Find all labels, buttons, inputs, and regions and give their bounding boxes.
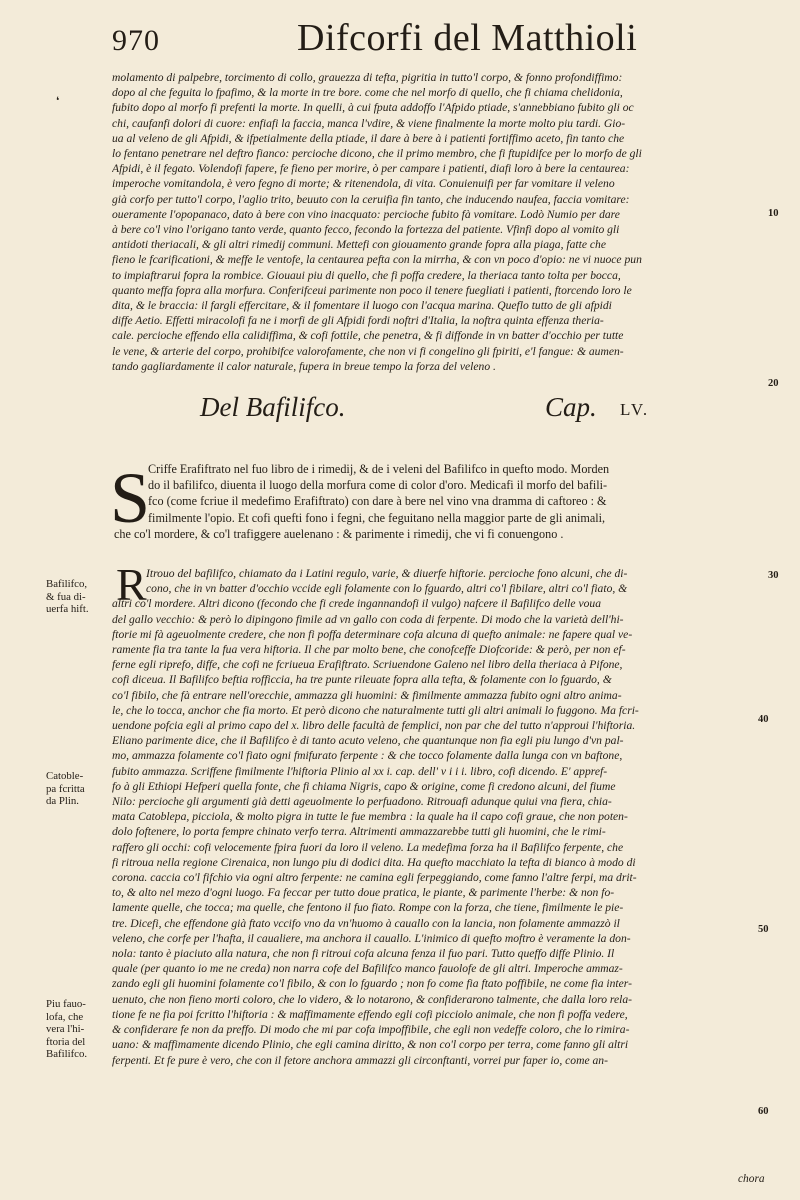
text-line: imperoche vomitandola, è vero fegno di morte; & ritenendola, di vita. Conuienuifi per far vomitare il veleno	[112, 177, 615, 191]
text-line: Itrouo del bafilifco, chiamato da i Latini regulo, varie, & diuerfe hiftorie. percioche fono alcuni, che di-	[146, 567, 628, 580]
text-line: zando egli gli huomini folamente co'l fibilo, & con lo fguardo ; non fo come fia ftato poffibile, ne come fia inter-	[112, 977, 632, 991]
text-line: uano: & maffimamente dicendo Plinio, che egli camina diritto, & non co'l corpo per terra, come fanno gli altri	[112, 1038, 629, 1052]
text-line: fi ritroua nella regione Cirenaica, non lungo piu di dodici dita. Ha quefto macchiato la tefta di bianco à modo di	[112, 855, 636, 869]
text-line: le, che lo tocca, anchor che fia morto. Et però dicono che naturalmente tutti gli altri animali lo fuggono. Ma fcri-	[112, 703, 639, 717]
text-line: cale. percioche effendo ella calidiffima, & cofi fottile, che penetra, & fi diffonde in vn batter d'occhio per tutte	[112, 329, 624, 343]
text-line: fo à gli Ethiopi Hefperi quella fonte, che fi chiama Nigris, capo & origine, come fi credono alcuni, del fiume	[112, 779, 616, 793]
text-line: molamento di palpebre, torcimento di collo, grauezza di tefta, pigritia in tutto'l corpo, & fonno profondiffimo:	[112, 71, 623, 84]
margin-note-basilisk	[46, 578, 116, 616]
margin-note-line: lofa, che	[46, 1010, 84, 1023]
margin-note-line: Piu fauo-	[46, 998, 86, 1010]
text-line: dopo al che feguita lo fpafimo, & la morte in tre bore. come che nel morfo di quello, che fi chiama chelidonia,	[112, 86, 623, 100]
text-line: Nilo: percioche gli argumenti già detti ageuolmente lo perfuadono. Ritrouafi adunque quiui vna fiera, chia-	[112, 795, 612, 809]
margin-note-line: Bafilifco,	[46, 578, 88, 590]
text-line: del gallo vecchio: & però lo dipingono fimile ad vn gallo con coda di ferpente. Di modo che la varietà dell'hi-	[112, 612, 624, 626]
text-line: uenuto, che non fieno morti coloro, che lo videro, & lo notarono, & confiderarono talmente, che dalla loro rela-	[112, 992, 633, 1006]
dioscorides-text	[114, 461, 768, 542]
text-line: le vene, & arterie del corpo, prohibifce valorofamente, che non vi fi congelino gli fpiriti, e'l fangue: & aumen-	[112, 344, 624, 358]
text-line: Eliano parimente dice, che il Bafilifco è di tanto acuto veleno, che quantunque non fia egli piu lungo d'vn pal-	[112, 734, 624, 748]
line-number: 60	[758, 1106, 769, 1117]
text-line: to impiaftrarui fopra la rombice. Giouaui piu di quello, che fi poffa credere, la theriaca tanto tolta per bocca,	[112, 268, 621, 282]
page-number: 970	[112, 24, 160, 57]
text-line: tando gagliardamente il calor naturale, fupera in breue tempo la forza del veleno .	[112, 359, 496, 373]
text-line: altri co'l mordere. Altri dicono (fecondo che fi crede ingannandofi il vulgo) nafcere il Bafilifco delle voua	[112, 597, 601, 611]
line-number: 10	[768, 208, 779, 219]
text-line: ferpenti. Et fe pure è vero, che con il fetore anchora ammazzi gli circonftanti, vorrei pur faper io, come an-	[112, 1053, 608, 1067]
commentary-paragraph-2	[112, 566, 758, 1068]
text-line: già corfo per tutto'l corpo, l'aglio trito, beuuto con la ceruifia fin tanto, che inducendo naufea, faccia vomitare:	[112, 192, 630, 206]
text-line: ferne egli riprefo, diffe, che cofi ne fcriueua Erafiftrato. Scriuendone Galeno nel libro della theriaca à Pifone,	[112, 658, 623, 672]
text-line: cono, che in vn batter d'occhio vccide egli folamente con lo fguardo, altri co'l fibilare, altri co'l fiato, &	[146, 582, 628, 596]
margin-note-line: uerfa hift.	[46, 603, 89, 616]
text-line: do il bafilifco, diuenta il luogo della morfura come di color d'oro. Medicafi il morfo del bafili-	[148, 478, 608, 493]
text-line: raffero gli occhi: cofi velocemente fpira fuori da loro il veleno. La medefima forza ha il Bafilifco ferpente, che	[112, 840, 624, 854]
drop-cap-s: S	[110, 458, 151, 538]
text-line: che co'l mordere, & co'l trafiggere auelenano : & parimente i rimedij, che vi fi conuengono .	[114, 526, 564, 541]
margin-note-line: Catoble-	[46, 770, 84, 782]
text-line: ramente fia tra tante la fua vera hiftoria. Il che par molto bene, che conofceffe Diofcoride: & però, per non ef-	[112, 643, 626, 657]
text-line: mo, ammazza folamente co'l fiato ogni fmifurato ferpente : & che tocco folamente dalla lunga con vn baftone,	[112, 749, 623, 763]
text-line: Afpidi, è il fegato. Volendofi fapere, fe fieno per morire, ò per campare i patienti, diafi loro à bere la centaurea:	[112, 162, 630, 176]
line-number: 20	[768, 378, 779, 389]
commentary-paragraph-1	[112, 70, 758, 374]
text-line: fieno le fcarificationi, & meffe le ventofe, la centaurea pefta con la mirrha, & con vn poco d'opio: ne vi nuoce pun	[112, 253, 642, 267]
drop-cap-r: R	[116, 559, 147, 610]
text-line: quanto meffa fopra alla morfura. Conferifceui parimente non poco il tenere fuegliati i patienti, ftorcendo loro le	[112, 283, 632, 297]
text-line: fubito ammazza. Scriffene fimilmente l'hiftoria Plinio al xx i. cap. dell' v i i i. libro, cofi dicendo. E' appref-	[112, 764, 608, 778]
chapter-title: Del Bafilifco.	[200, 392, 346, 422]
text-line: lamente quelle, che tocca; ma quelle, che fentono il fuo fiato. Rompe con la forza, che tiene, fimilmente le pie-	[112, 901, 624, 915]
text-line: tione fe ne fia poi fcritto l'hiftoria : & maffimamente effendo egli cofi picciolo animale, che non fi poffa vedere,	[112, 1007, 628, 1021]
text-line: fubito dopo al morfo fi prefenti la morte. In quelli, à cui fputa addoffo l'Afpido ptiade, s'annebbiano fubito gli oc	[112, 101, 634, 115]
text-line: mata Catoblepa, picciola, & molto pigra in tutte le fue membra : la quale ha il capo cofi graue, che non poten-	[112, 810, 628, 824]
text-line: dita, & le braccia: il fargli effercitare, & il fomentare il luogo con l'acqua marina. Queflo tutto de gli afpidi	[112, 299, 612, 313]
page-header	[112, 14, 752, 62]
text-line: nola: tanto è piaciuto alla natura, che non fi ritroui cofa alcuna fenza il fuo pari. Tutto queffo diffe Plinio. Il	[112, 947, 615, 961]
text-line: à bere co'l vino l'origano tanto verde, quanto fecco, fecondo la fortezza del patiente. Vfinfi dopo al vomito gli	[112, 223, 620, 237]
line-number: 50	[758, 924, 769, 935]
line-number: 40	[758, 714, 769, 725]
text-line: oueramente l'opopanaco, dato à bere con vino inacquato: percioche fubito fà vomitare. Lodò Numio per dare	[112, 207, 620, 221]
text-line: & confiderare fe non da preffo. Di modo che mi par cofa impoffibile, che egli non vedeffe coloro, che lo rimira-	[112, 1023, 630, 1037]
text-line: antidoti theriacali, & gli altri rimedij communi. Mettefi con giouamento grande fopra alla piaga, fatte che	[112, 238, 606, 252]
text-line: corona. caccia co'l fifchio via ogni altro ferpente: ne camina egli ferpeggiando, come fanno l'altre ferpi, ma drit-	[112, 871, 637, 885]
text-line: dolo foftenere, lo porta fempre chinato verfo terra. Altrimenti ammazzarebbe tutti gli huomini, che le rimi-	[112, 825, 606, 839]
margin-note-line: da Plin.	[46, 795, 79, 808]
text-line: fimilmente l'opio. Et cofi quefti fono i fegni, che feguitano nella maggior parte de gli animali,	[148, 510, 606, 525]
text-line: lo fentano penetrare nel deftro fianco: percioche dicono, che il primo membro, che fi ftupidifce per lo morfo de gli	[112, 147, 642, 161]
text-line: diffe Aetio. Effetti miracolofi fa ne i morfi de gli Afpidi fordi noftri d'Italia, la noftra quinta effenza theria-	[112, 314, 604, 328]
margin-note-line: Bafilifco.	[46, 1048, 88, 1061]
text-line: cofi diceua. Il Bafilifco beftia rofficcia, ha tre punte rileuate fopra alla tefta, & folamente con lo fguardo, &	[112, 673, 612, 687]
line-number: 30	[768, 570, 779, 581]
text-line: co'l fibilo, che fà entrare nell'orecchie, ammazza gli huomini: & fimilmente ammazza fubito ogni altro anima-	[112, 688, 622, 702]
text-line: fco (come fcriue il medefimo Erafiftrato) con dare à bere nel vino vna dramma di caftoreo : &	[148, 494, 607, 509]
catchword: chora	[738, 1173, 765, 1185]
running-title: Difcorfi del Matthioli	[297, 17, 638, 59]
text-line: Criffe Erafiftrato nel fuo libro de i rimedij, & de i veleni del Bafilifco in quefto modo. Morden	[148, 462, 610, 476]
text-line: ua al veleno de gli Afpidi, & ifpetialmente della ptiade, il dare à bere à i patienti fortiffimo aceto, fin tanto che	[112, 131, 625, 145]
text-line: chi, caufanfi dolori di cuore: enfiafi la faccia, manca l'vdire, & viene finalmente la morte molto piu tardi. Gio-	[112, 116, 626, 130]
margin-note-line: pa fcritta	[46, 782, 85, 795]
margin-note-line: ftoria del	[46, 1035, 86, 1048]
text-line: to, & alto nel mezo d'ogni luogo. Fa feccar per tutto doue pratica, le piante, & parimente l'herbe: & non fo-	[112, 886, 615, 900]
text-line: veleno, che corfe per l'hafta, il caualiere, ma anchora il cauallo. L'inimico di quefto moftro è veramente la don-	[112, 931, 631, 945]
margin-note-line: vera l'hi-	[46, 1023, 85, 1036]
chapter-label: Cap.	[545, 392, 597, 422]
chapter-heading	[200, 392, 740, 426]
chapter-number: LV.	[620, 400, 650, 419]
text-line: quale (per quanto io me ne creda) non narra cofe del Bafilifco manco fauolofe de gli altri. Imperoche ammaz-	[112, 962, 623, 976]
margin-note-fabulous	[46, 998, 116, 1061]
text-line: ftorie mi fà ageuolmente credere, che non fi poffa determinare cofa alcuna di quefto animale: ne fapere qual ve-	[112, 627, 633, 641]
margin-note-catoblepa	[46, 770, 116, 808]
margin-mark: ❛	[56, 96, 60, 107]
margin-note-line: & fua di-	[46, 590, 86, 603]
text-line: uendone pofcia egli al primo capo del x. libro delle facultà de femplici, non par che del tutto n'approui l'hiftoria.	[112, 719, 636, 733]
text-line: tre. Dicefi, che effendone già ftato vccifo vno da vn'huomo à cauallo con la lancia, non folamente ammazzò il	[112, 916, 620, 930]
